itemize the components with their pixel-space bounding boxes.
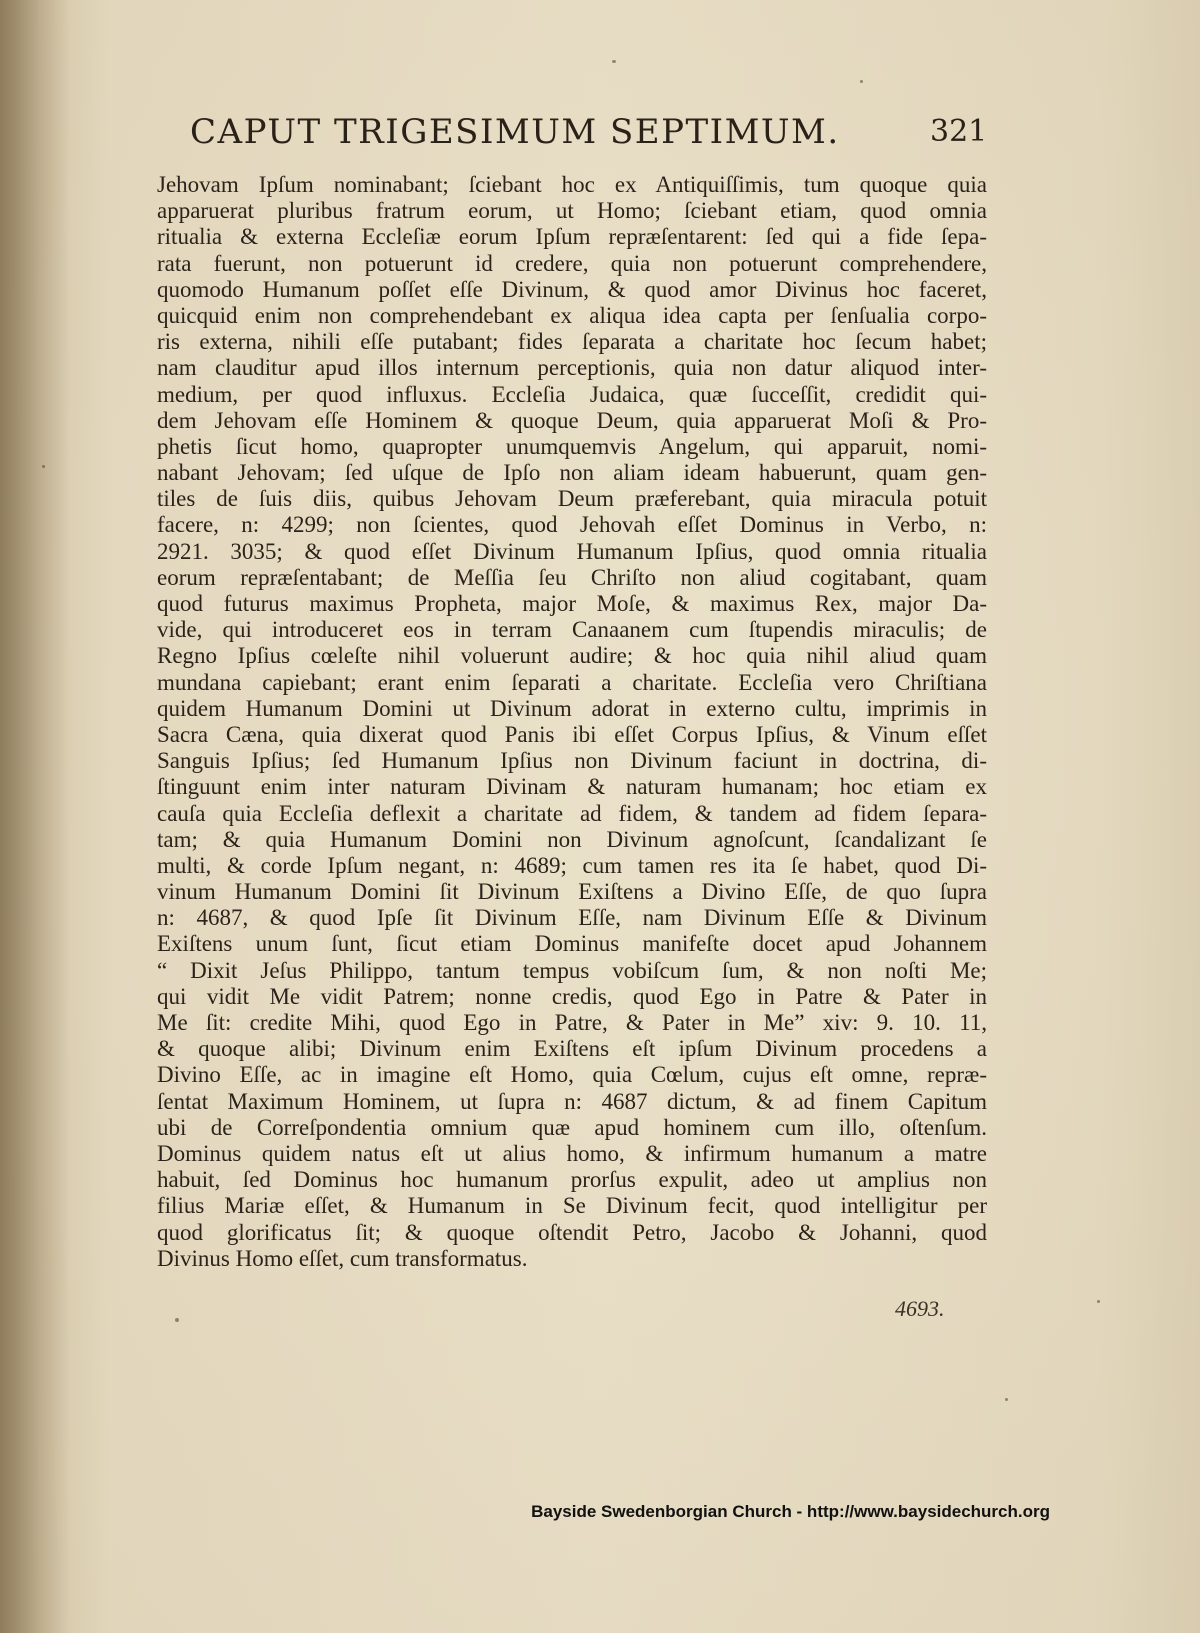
body-text — [157, 172, 987, 1272]
text-line: & quoque alibi; Divinum enim Exiſtens eſt ipſum Divinum procedens a — [157, 1036, 987, 1062]
text-line: quidem Humanum Domini ut Divinum adorat in externo cultu, imprimis in — [157, 695, 987, 721]
text-line: dem Jehovam eſſe Hominem & quoque Deum, quia apparuerat Moſi & Pro- — [157, 407, 987, 433]
text-line: n: 4687, & quod Ipſe ſit Divinum Eſſe, nam Divinum Eſſe & Divinum — [157, 905, 987, 931]
paper-speck — [175, 1318, 179, 1322]
text-line: qui vidit Me vidit Patrem; nonne credis, quod Ego in Patre & Pater in — [157, 983, 987, 1009]
text-line: multi, & corde Ipſum negant, n: 4689; cum tamen res ita ſe habet, quod Di- — [157, 852, 987, 878]
paper-speck — [42, 465, 45, 468]
text-line: Sacra Cæna, quia dixerat quod Panis ibi eſſet Corpus Ipſius, & Vinum eſſet — [157, 721, 987, 747]
text-line: tiles de ſuis diis, quibus Jehovam Deum præferebant, quia miracula potuit — [157, 486, 987, 512]
text-line: nabant Jehovam; ſed uſque de Ipſo non aliam ideam habuerunt, quam gen- — [157, 460, 987, 486]
text-line: Sanguis Ipſius; ſed Humanum Ipſius non Divinum faciunt in doctrina, di- — [157, 748, 987, 774]
text-line: Regno Ipſius cœleſte nihil voluerunt audire; & hoc quia nihil aliud quam — [157, 643, 987, 669]
text-line: vinum Humanum Domini ſit Divinum Exiſtens a Divino Eſſe, de quo ſupra — [157, 879, 987, 905]
text-line: medium, per quod influxus. Eccleſia Judaica, quæ ſucceſſit, credidit qui- — [157, 381, 987, 407]
text-line: ſtinguunt enim inter naturam Divinam & naturam humanam; hoc etiam ex — [157, 774, 987, 800]
text-line: ubi de Correſpondentia omnium quæ apud hominem cum illo, oſtenſum. — [157, 1114, 987, 1140]
text-line: quicquid enim non comprehendebant ex aliqua idea capta per ſenſualia corpo- — [157, 302, 987, 328]
text-line: facere, n: 4299; non ſcientes, quod Jehovah eſſet Dominus in Verbo, n: — [157, 512, 987, 538]
paper-speck — [612, 60, 616, 63]
text-line: “ Dixit Jeſus Philippo, tantum tempus vobiſcum ſum, & non noſti Me; — [157, 957, 987, 983]
text-line: nam clauditur apud illos internum perceptionis, quia non datur aliquod inter- — [157, 355, 987, 381]
spine-shadow — [0, 0, 70, 1633]
paper-speck — [860, 80, 863, 83]
text-line: eorum repræſentabant; de Meſſia ſeu Chriſto non aliud cogitabant, quam — [157, 564, 987, 590]
text-line: ritualia & externa Eccleſiæ eorum Ipſum repræſentarent: ſed qui a fide ſepa- — [157, 224, 987, 250]
text-line: Jehovam Ipſum nominabant; ſciebant hoc ex Antiquiſſimis, tum quoque quia — [157, 172, 987, 197]
text-line: cauſa quia Eccleſia deflexit a charitate ad fidem, & tandem ad fidem ſepara- — [157, 800, 987, 826]
text-line: ſentat Maximum Hominem, ut ſupra n: 4687 dictum, & ad finem Capitum — [157, 1088, 987, 1114]
text-line: apparuerat pluribus fratrum eorum, ut Homo; ſciebant etiam, quod omnia — [157, 198, 987, 224]
text-line: tam; & quia Humanum Domini non Divinum agnoſcunt, ſcandalizant ſe — [157, 826, 987, 852]
paper-speck — [1097, 1300, 1100, 1303]
text-line: quod futurus maximus Propheta, major Moſe, & maximus Rex, major Da- — [157, 591, 987, 616]
text-line: filius Mariæ eſſet, & Humanum in Se Divinum fecit, quod intelligitur per — [157, 1193, 987, 1219]
chapter-title: CAPUT TRIGESIMUM SEPTIMUM. — [190, 112, 840, 152]
text-line: 2921. 3035; & quod eſſet Divinum Humanum Ipſius, quod omnia ritualia — [157, 538, 987, 564]
text-line: ris externa, nihili eſſe putabant; fides ſeparata a charitate hoc ſecum habet; — [157, 329, 987, 355]
text-line: Divinus Homo eſſet, cum transformatus. — [157, 1245, 528, 1271]
text-line: phetis ſicut homo, quapropter unumquemvis Angelum, qui apparuit, nomi- — [157, 433, 987, 459]
running-head — [190, 112, 990, 160]
text-line: Divino Eſſe, ac in imagine eſt Homo, quia Cœlum, cujus eſt omne, repræ- — [157, 1062, 987, 1088]
page-number: 321 — [930, 114, 988, 149]
watermark-footer: Bayside Swedenborgian Church - http://www.baysidechurch.org — [531, 1502, 1050, 1521]
text-line: vide, qui introduceret eos in terram Canaanem cum ſtupendis miraculis; de — [157, 617, 987, 643]
catchword: 4693. — [895, 1296, 945, 1321]
text-line: habuit, ſed Dominus hoc humanum prorſus expulit, adeo ut amplius non — [157, 1167, 987, 1193]
text-line: Dominus quidem natus eſt ut alius homo, & infirmum humanum a matre — [157, 1140, 987, 1166]
text-line: quod glorificatus ſit; & quoque oſtendit Petro, Jacobo & Johanni, quod — [157, 1219, 987, 1245]
text-line: rata fuerunt, non potuerunt id credere, quia non potuerunt comprehendere, — [157, 250, 987, 276]
text-line: mundana capiebant; erant enim ſeparati a charitate. Eccleſia vero Chriſtiana — [157, 669, 987, 695]
text-line: Me ſit: credite Mihi, quod Ego in Patre, & Pater in Me” xiv: 9. 10. 11, — [157, 1010, 987, 1035]
paper-speck — [1005, 1398, 1008, 1401]
text-line: Exiſtens unum ſunt, ſicut etiam Dominus manifeſte docet apud Johannem — [157, 931, 987, 957]
text-line: quomodo Humanum poſſet eſſe Divinum, & quod amor Divinus hoc faceret, — [157, 276, 987, 302]
